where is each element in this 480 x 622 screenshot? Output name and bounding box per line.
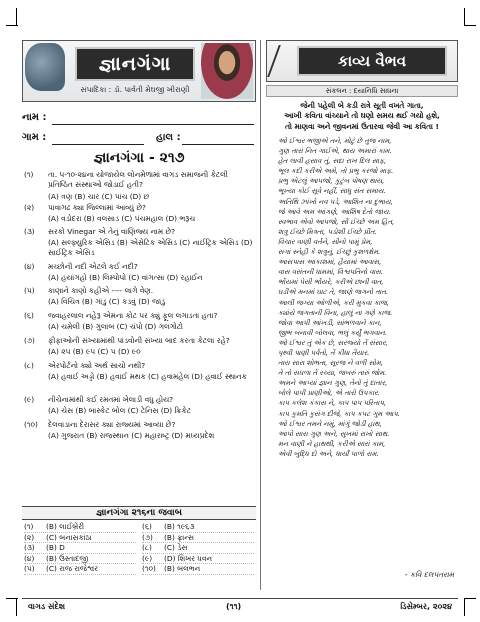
- crop-mark: [16, 598, 17, 616]
- gyanganga-column: [22, 40, 256, 595]
- answer-row: [142, 543, 254, 554]
- answer-value: (C) ડેસ: [164, 543, 188, 553]
- crop-mark: [464, 25, 476, 26]
- brain-graphic: [25, 43, 65, 91]
- answer-row: [24, 543, 136, 554]
- answer-row: [24, 522, 136, 533]
- kavya-vaibhav-column: [266, 40, 458, 595]
- editor-credit: સંપાદિકા : ડૉ. પાર્વતી મેઘજી ખીરાણી: [80, 85, 190, 94]
- answer-value: (B) D: [46, 543, 65, 553]
- answer-number: (૧૦): [142, 564, 156, 574]
- village-line: [52, 144, 144, 145]
- answer-row: [142, 533, 254, 544]
- address-label: હાલ :: [156, 132, 181, 143]
- poem-intro: [266, 101, 458, 132]
- poem-line: ઓ ઈશ્વર તમને નમું, માંગું જોડી હાથ,: [278, 419, 382, 428]
- poem-line: અમને આપ્યાં જ્ઞાન ગુણ, તેનો તું દાતાર,: [278, 379, 388, 388]
- question-number: (૭): [24, 336, 35, 345]
- question-options: (A) હવાઈ અડ્ડો (B) હવાઈ મથક (C) હવામહેલ (D) હવાઈ સ્થાનક: [48, 372, 247, 381]
- answer-number: (૧): [24, 522, 34, 531]
- poem-line: આલી જગ્યા ઓળીએ, કરી મુકવા કાજ,: [278, 298, 389, 307]
- intro-line: જેની પહેલી બે કડી રાત્રે સૂતી વખતે ગાતા,: [300, 101, 424, 110]
- gyanganga-banner-title: જ્ઞાનગંગા: [75, 47, 195, 81]
- poem-line: ભૂલ કદી કરીએ અમે, તો પ્રભુ કરજો માફ.: [278, 167, 394, 176]
- poem-body: [278, 136, 456, 459]
- poem-line: જોવા આપી આંખડી, સાંભળવાને કાન,: [278, 318, 382, 327]
- compiler-credit: સંકલન : દયાનિધિ સાધના: [266, 85, 458, 97]
- village-label: ગામ :: [22, 132, 47, 143]
- poem-line: ઓ ઈશ્વર તું એક છે, સરજ્યો તેં સંસાર,: [278, 338, 388, 347]
- poem-line: કાપ કલેશ કંકાસ ને, કાપ પાપ પરિતાપ,: [278, 399, 387, 408]
- question-text: પાવાગઢ ક્યા જિલ્લામાં આવ્યું છે?: [48, 203, 146, 212]
- question-text: સરકો Vinegar એ તેનું વાણિજ્ય નામ છે?: [48, 227, 176, 236]
- poem-line: શત્રુ ઈચ્છે મિત્રતા, પડોશી ઈચ્છે પ્રીત.: [278, 227, 377, 236]
- poem-line: તારા સારા શોભતા, સૂરજ ને વળી સોમ,: [278, 359, 383, 368]
- poem-line: વાસ વસંતની ધામમાં, વિશ્વપતિનો વાસ.: [278, 268, 384, 277]
- page-footer: [22, 598, 458, 612]
- poem-line: ભોંયમાં પેસી ભોંયરે, કરીએ છાની વાત,: [278, 278, 384, 287]
- crop-mark: [464, 8, 465, 26]
- answer-row: [24, 564, 136, 575]
- poem-line: ઘડીએ મનમાં ઘાટ તે, જાણે જગનો તાત.: [278, 288, 389, 297]
- poem-line: સ્વભાવ એવો આપજો, સૌ ઈચ્છે અમ હિત,: [278, 217, 395, 226]
- question-options: (A) સલ્ફ્યુરિક એસિડ (B) એસેટિક એસિડ (C) નાઈટ્રિક એસિડ (D) સાઈટ્રિક એસિડ: [48, 238, 253, 258]
- question-number: (૬): [24, 311, 34, 320]
- answer-value: (C) બનાસકાંઠા: [46, 532, 92, 542]
- question-number: (૩): [24, 227, 35, 236]
- question-number: (૯): [24, 395, 35, 404]
- poem-line: જીભ બનાવી બોલવા, ભલું કર્યું ભગવાન.: [278, 328, 387, 337]
- answer-number: (૫): [24, 564, 35, 574]
- question-number: (૪): [24, 262, 35, 271]
- poem-line: પૃથ્વી પાણી પર્વતો, તેં કીધા તૈયાર.: [278, 348, 370, 357]
- question-options: (A) ચેસ (B) બાસ્કેટ બોલ (C) ટેનિસ (D) ક્રિકેટ: [48, 406, 191, 415]
- poet-credit: - કવિ દલપતરામ: [404, 570, 454, 579]
- column-divider: [260, 40, 261, 590]
- question-text: જવાહરલાલ નહેરૂ એમના કોટ પર ક્યું ફૂલ લગાડતા હતા?: [48, 311, 218, 320]
- question-text: ફીફાઓની સંખ્યામાંથી પાંડવોની સંખ્યા બાદ કરતા કેટલા રહે?: [48, 336, 230, 345]
- question-options: (A) વિચિત્ર (B) ગાંડુ (C) કડવું (D) જાડું: [48, 297, 166, 306]
- poem-line: બોલે પાપી પ્રાણીઓ, એ તારો ઉપકાર.: [278, 389, 380, 398]
- quiz-title: જ્ઞાનગંગા - ૨૧૭: [93, 150, 185, 166]
- answer-value: (B) ૧૯૬૩: [164, 522, 195, 531]
- question-text: કાણાને કાણો કહીએ ---- લાગે વેણ.: [48, 286, 154, 295]
- poem-line: ઓ ઈશ્વર ભજીએ તને, મોટું છે તુજ નામ,: [278, 137, 392, 145]
- kavya-header: [266, 40, 458, 82]
- question-options: (A) હયાંગહો (B) લિમ્પોપો (C) વાંગત્સા (D) રહાઈન: [48, 273, 203, 282]
- question-number: (૫): [24, 286, 35, 295]
- crop-mark: [6, 598, 18, 599]
- editor-photo: [201, 43, 253, 99]
- question-options: (A) ગુજરાત (B) રાજસ્થાન (C) મહારાષ્ટ્ર (D) મધ્યપ્રદેશ: [48, 431, 215, 440]
- name-label: નામ :: [22, 112, 47, 123]
- poem-line: જે આવે અમ આંગણે, આશિષ દેતો જાય.: [278, 207, 391, 216]
- answer-row: [142, 564, 254, 575]
- answer-number: (૯): [142, 553, 153, 563]
- poem-line: વિચાર વાણી વર્તને, સૌનો પામું પ્રેમ,: [278, 237, 373, 246]
- answer-row: [24, 533, 136, 544]
- poem-line: તે તો સઘળા તેં રચ્યા, જબરું તારું જોમ.: [278, 369, 387, 378]
- question-text: એરપોર્ટનો ક્યો અર્થ સાચો નથી?: [48, 361, 146, 370]
- answer-row: [142, 554, 254, 565]
- poem-line: સગાં સ્નેહી કે શત્રુનું, ઈચ્છું કુશળક્ષેમ.: [278, 248, 381, 257]
- gyanganga-header: [22, 40, 256, 102]
- answer-value: (B) બલભન: [164, 564, 201, 574]
- poem-line: અતિથિ ઝાંખો નવ પડે, આશિત ના દુભાય,: [278, 197, 393, 206]
- question-number: (૧): [24, 170, 34, 179]
- question-options: (A) ચમેલી (B) ગુલાબ (C) ચંપો (D) ગલગોટો: [48, 322, 183, 331]
- question-text: નીચેનામાંથી કઈ રમતમાં ખેલાડી વધુ હોય?: [48, 395, 174, 404]
- poem-line: ગુણ તારાં નિત ગાઈએ, થાય અમારાં કામ.: [278, 147, 392, 156]
- crop-mark: [6, 25, 18, 26]
- answer-value: (B) લાઈબ્રેરી: [46, 522, 85, 531]
- address-line: [182, 144, 254, 145]
- footer-publication: વાગડ સંદેશ: [28, 602, 66, 611]
- footer-date: ડિસેમ્બર, ૨૦૨૪: [400, 602, 452, 611]
- poem-line: પ્રભુ એટલું આપજો, કુટુંબ પોષણ થાય,: [278, 177, 385, 186]
- poem-line: આસપાસ આકાશમાં, હૈયામાં આવાસ,: [278, 258, 382, 267]
- answer-number: (૩): [24, 543, 35, 553]
- answer-value: (C) રાજ રાજેશ્વર: [46, 564, 98, 574]
- crop-mark: [16, 8, 17, 26]
- question-text: દેલવાડાના દેરાસર ક્યા રાજ્યમાં આવ્યા છે?: [48, 420, 176, 429]
- poem-line: હેત લાવી હસાવ તું, સદા રાખ દિલ સાફ,: [278, 157, 387, 166]
- crop-mark: [464, 598, 465, 616]
- page-number: (૧૧): [226, 602, 242, 611]
- answer-value: (B) ઉસ્તાદજી: [46, 553, 89, 563]
- answer-row: [24, 554, 136, 565]
- question-number: (૨): [24, 203, 35, 212]
- question-text: મચ્છોની નદી એટલે કઈ નદી?: [48, 262, 138, 271]
- question-number: (૮): [24, 361, 34, 370]
- question-options: (A) વડોદરા (B) વલસાડ (C) પંચમહાલ (D) ભરૂચ: [48, 214, 196, 223]
- poem-line: મન વાણી ને હાથથી, કરીએ સારાં કામ,: [278, 439, 386, 448]
- answers-column-left: [24, 522, 136, 575]
- crop-mark: [464, 598, 476, 599]
- intro-line: તો માણવા અને જીવનમાં ઉતારવા જેવી આ કવિતા !: [285, 121, 439, 131]
- answers-title: જ્ઞાનગંગા ૨૧૬ના જવાબ: [22, 506, 256, 520]
- answer-row: [142, 522, 254, 533]
- poem-line: કાપ કુમતિ કુસંગ દીજે, કાપ કપટ ગુમ આપ.: [278, 409, 400, 418]
- name-line: [52, 124, 254, 125]
- question-options: (A) ૨૫ (B) ૯૫ (C) ૫ (D) ૯૦: [48, 347, 141, 356]
- answer-number: (૨): [24, 532, 35, 542]
- answer-number: (૬): [142, 522, 152, 531]
- intro-line: આખી કવિતા વાંચ્યાને તો ઘણો સમય થઈ ગયો હશે,: [284, 111, 440, 121]
- question-number: (૧૦): [24, 420, 38, 429]
- answer-number: (૭): [142, 532, 153, 542]
- poem-line: ભૂખ્યા કોઈ સૂવે નહીં, સાધુ સંત સમાય.: [278, 187, 386, 196]
- poem-line: એવી બુદ્ધિ દો અને, ધાર્યાં પાળો રામ.: [278, 449, 379, 458]
- quill-pen-icon: [267, 45, 291, 77]
- question-text: તા. ૫-૧૦-૨૪ના યોજાયેલ લોનમેળામાં વાગડ સમાજની કેટલી પ્રતિષ્ઠિત સંસ્થાઓ જોડાઈ હતી?: [48, 170, 228, 190]
- answers-column-right: [142, 522, 254, 575]
- magazine-page: [22, 40, 458, 595]
- answer-value: (D) શિખર ધવન: [164, 553, 212, 563]
- answer-number: (૪): [24, 553, 35, 563]
- question-options: (A) ત્રણ (B) ચાર (C) પાંચ (D) છ: [48, 192, 150, 201]
- answer-number: (૮): [142, 543, 152, 553]
- kavya-banner-title: કાવ્ય વૈભવ: [297, 46, 447, 76]
- poem-line: આપો સારા ગુણ અને, સુખમાં રાખો સાથ.: [278, 429, 390, 438]
- answer-value: (B) ફ્રાન્સ: [164, 532, 194, 542]
- poem-line: ક્યાંયે જગતાની વિના, હાલું ના ગણે કાજ.: [278, 308, 393, 317]
